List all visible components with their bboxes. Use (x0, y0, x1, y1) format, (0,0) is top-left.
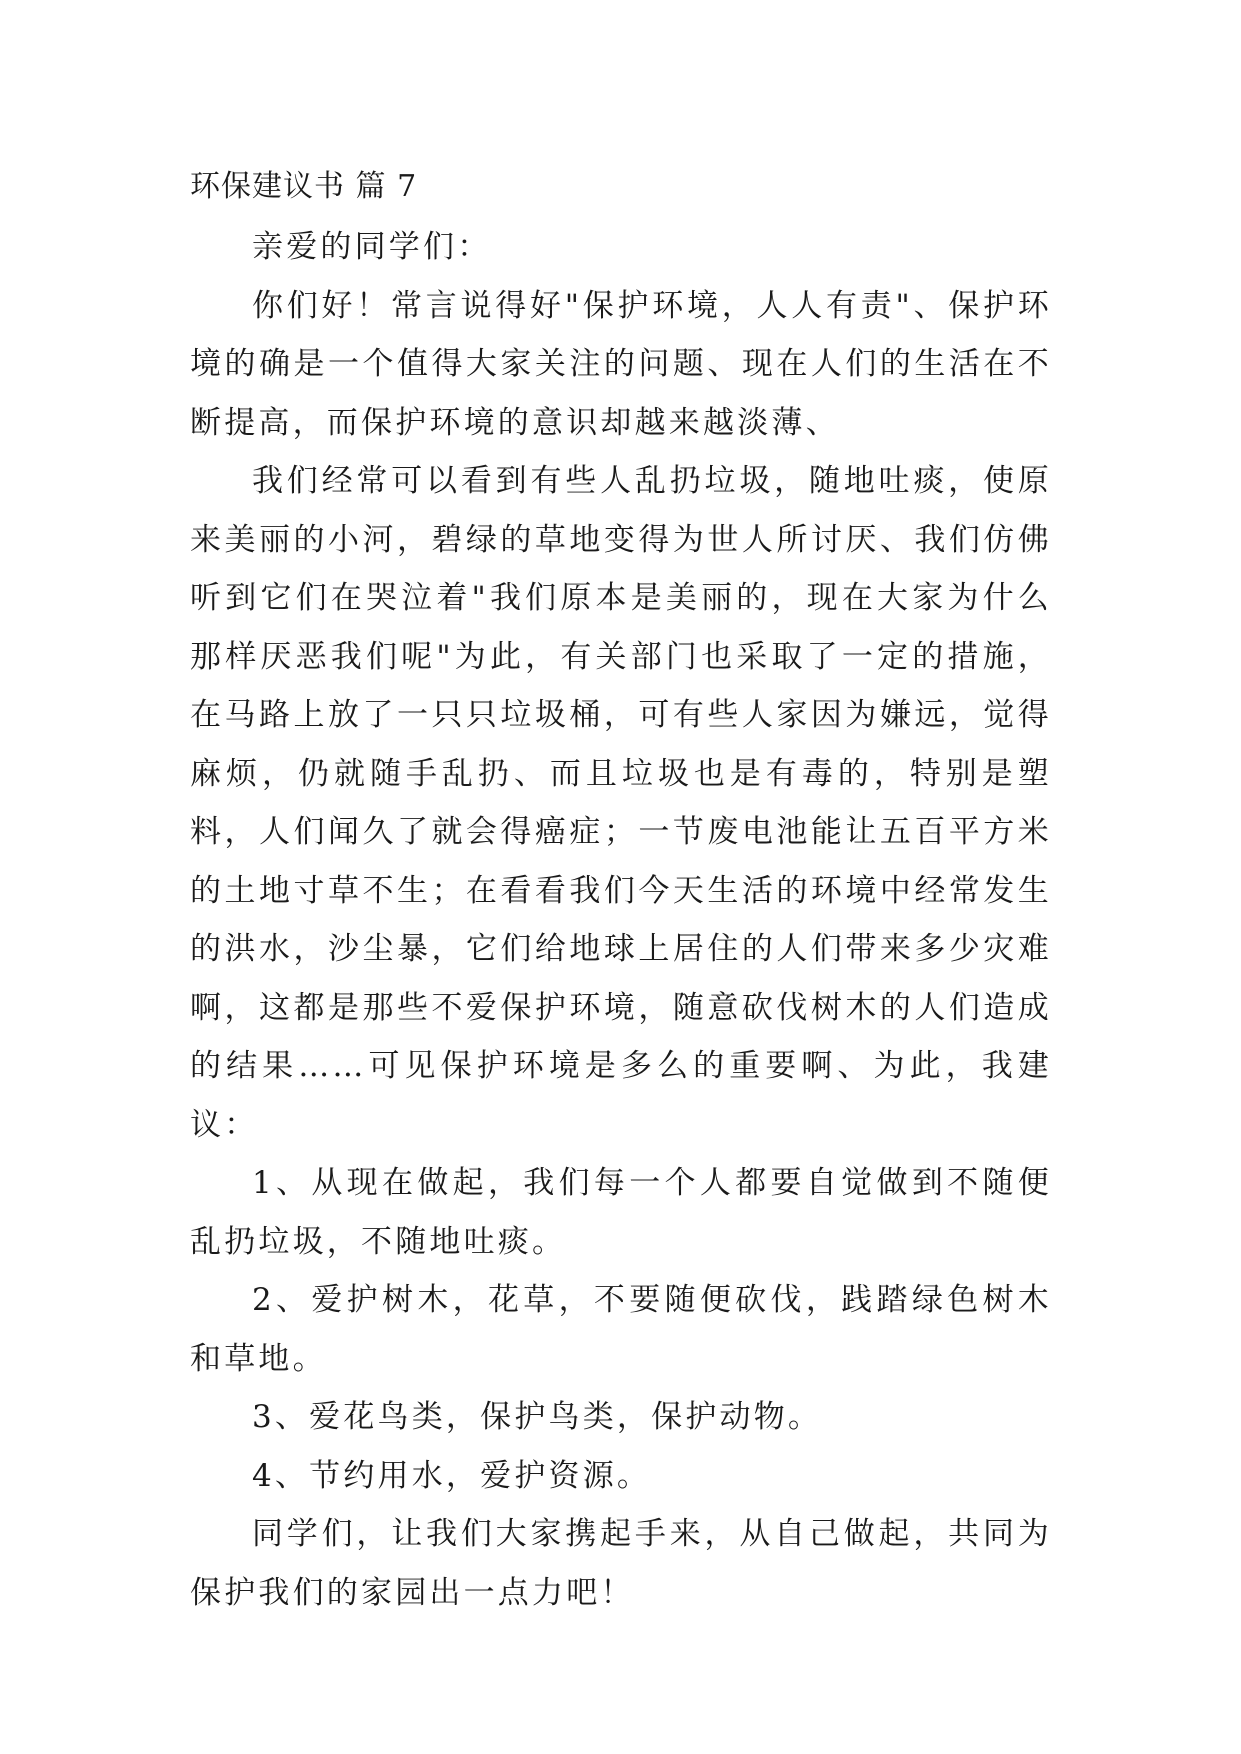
closing-paragraph: 同学们，让我们大家携起手来，从自己做起，共同为保护我们的家园出一点力吧！ (190, 1516, 1052, 1611)
salutation: 亲爱的同学们： (252, 229, 492, 265)
paragraph-body: 我们经常可以看到有些人乱扔垃圾，随地吐痰，使原来美丽的小河，碧绿的草地变得为世人所讨厌、我们仿佛听到它们在哭泣着"我们原本是美丽的，现在大家为什么那样厌恶我们呢"为此，有关部门也采取了一定的措施，在马路上放了一只只垃圾桶，可有些人家因为嫌远，觉得麻烦，仍就随手乱扔、而且垃圾也是有毒的，特别是塑料，人们闻久了就会得癌症；一节废电池能让五百平方米的土地寸草不生；在看看我们今天生活的环境中经常发生的洪水，沙尘暴，它们给地球上居住的人们带来多少灾难啊，这都是那些不爱保护环境，随意砍伐树木的人们造成的结果……可见保护环境是多么的重要啊、为此，我建议： (190, 463, 1052, 1143)
paragraph-intro: 你们好！常言说得好"保护环境，人人有责"、保护环境的确是一个值得大家关注的问题、现在人们的生活在不断提高，而保护环境的意识却越来越淡薄、 (190, 287, 1052, 441)
suggestion-2: 2、爱护树木，花草，不要随便砍伐，践踏绿色树木和草地。 (190, 1282, 1052, 1377)
document-title: 环保建议书 篇 7 (190, 169, 418, 204)
suggestion-1: 1、从现在做起，我们每一个人都要自觉做到不随便乱扔垃圾，不随地吐痰。 (190, 1165, 1052, 1260)
suggestion-4: 4、节约用水，爱护资源。 (252, 1457, 652, 1494)
suggestion-3: 3、爱花鸟类，保护鸟类，保护动物。 (252, 1399, 823, 1435)
document-page (190, 158, 1052, 1622)
